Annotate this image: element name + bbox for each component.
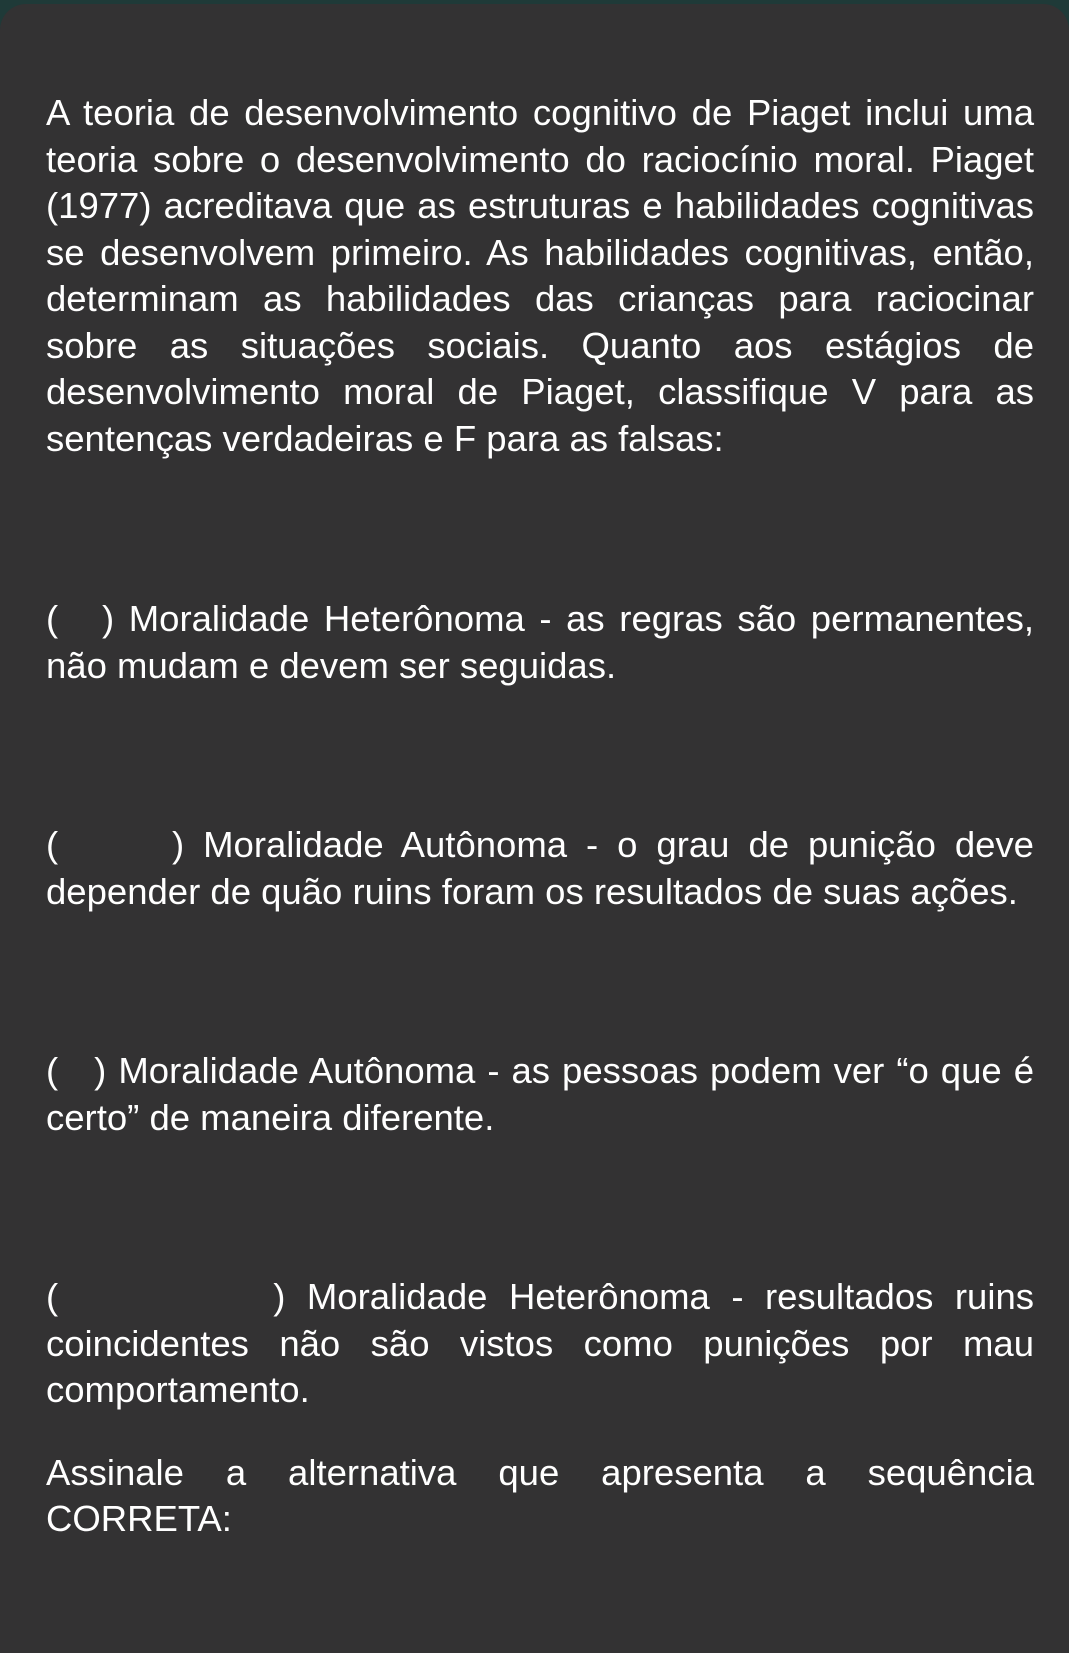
statement-item-3 <box>46 1048 1034 1141</box>
statement-item-2 <box>46 822 1034 915</box>
statement-text-2: Moralidade Autônoma - o grau de punição deve depender de quão ruins foram os resultados de suas ações. <box>46 824 1034 912</box>
question-intro: A teoria de desenvolvimento cognitivo de Piaget inclui uma teoria sobre o desenvolvimento do raciocínio moral. Piaget (1977) acreditava que as estruturas e habilidades cognitivas se desenvolvem primeiro. As habilidades cognitivas, então, determinam as habilidades das crianças para raciocinar sobre as situações sociais. Quanto aos estágios de desenvolvimento moral de Piaget, classifique V para as sentenças verdadeiras e F para as falsas: <box>46 92 1034 459</box>
answer-blank-4[interactable]: ( ) <box>46 1276 286 1317</box>
statement-text-3: Moralidade Autônoma - as pessoas podem ver “o que é certo” de maneira diferente. <box>46 1050 1034 1138</box>
statement-text-4: Moralidade Heterônoma - resultados ruins coincidentes não são vistos como punições por mau comportamento. <box>46 1276 1034 1410</box>
answer-blank-1[interactable]: ( ) <box>46 598 115 639</box>
question-card <box>0 4 1069 1653</box>
question-prompt: Assinale a alternativa que apresenta a sequência CORRETA: <box>46 1451 1034 1539</box>
answer-blank-3[interactable]: ( ) <box>46 1050 107 1091</box>
statement-item-1 <box>46 596 1034 689</box>
answer-blank-2[interactable]: ( ) <box>46 824 185 865</box>
statement-item-4 <box>46 1274 1034 1414</box>
statement-text-1: Moralidade Heterônoma - as regras são permanentes, não mudam e devem ser seguidas. <box>46 598 1034 686</box>
